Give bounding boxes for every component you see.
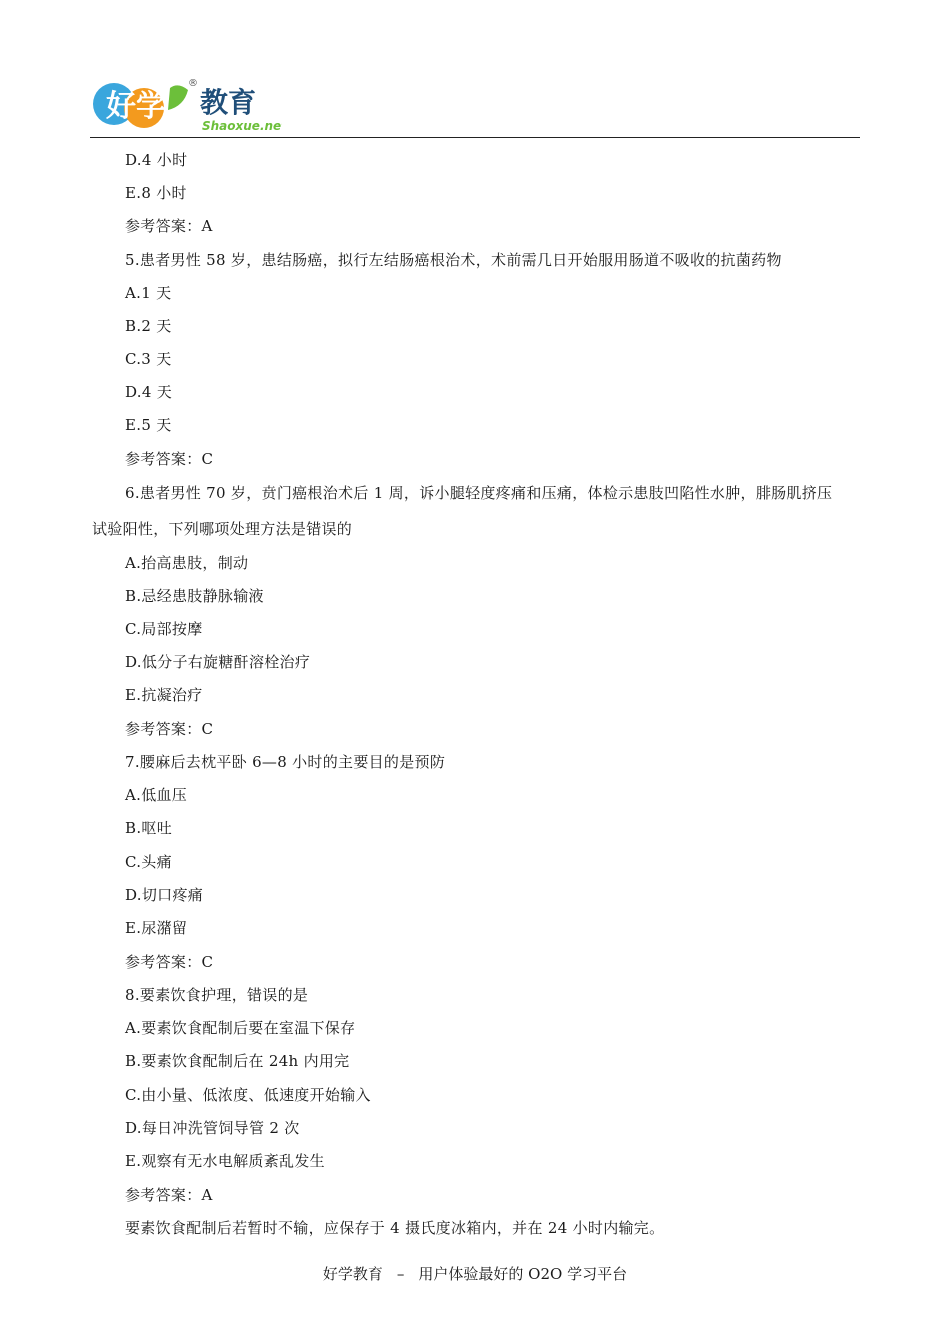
logo-registered-mark: ® bbox=[188, 78, 198, 89]
option-line: B.要素饮食配制后在 24h 内用完 bbox=[125, 1052, 350, 1070]
footer-brand: 好学教育 bbox=[322, 1265, 383, 1283]
option-line: B.2 天 bbox=[125, 317, 172, 335]
page-header bbox=[90, 60, 860, 138]
answer-line: 参考答案：C bbox=[125, 450, 214, 468]
logo-brand-text-2: 教育 bbox=[200, 86, 257, 119]
question-line: 7.腰麻后去枕平卧 6—8 小时的主要目的是预防 bbox=[125, 753, 446, 771]
explanation-line: 要素饮食配制后若暂时不输，应保存于 4 摄氏度冰箱内，并在 24 小时内输完。 bbox=[125, 1219, 665, 1237]
answer-line: 参考答案：C bbox=[125, 720, 214, 738]
option-line: A.要素饮食配制后要在室温下保存 bbox=[125, 1019, 356, 1037]
answer-line: 参考答案：C bbox=[125, 953, 214, 971]
brand-logo-graphic bbox=[92, 70, 282, 136]
option-line: D.低分子右旋糖酐溶栓治疗 bbox=[125, 653, 311, 671]
brand-logo bbox=[92, 70, 282, 136]
answer-line: 参考答案：A bbox=[125, 1186, 213, 1204]
option-line: D.4 天 bbox=[125, 383, 173, 401]
footer-tagline: 用户体验最好的 O2O 学习平台 bbox=[418, 1265, 628, 1283]
question-line: 6.患者男性 70 岁，贲门癌根治术后 1 周，诉小腿轻度疼痛和压痛，体检示患肢凹陷性水肿，腓肠肌挤压 bbox=[125, 484, 833, 502]
option-line: A.1 天 bbox=[125, 284, 172, 302]
question-line: 5.患者男性 58 岁，患结肠癌，拟行左结肠癌根治术，术前需几日开始服用肠道不吸收的抗菌药物 bbox=[125, 251, 782, 269]
logo-domain-text: Shaoxue.net bbox=[202, 119, 282, 133]
option-line: B.呕吐 bbox=[125, 819, 172, 837]
option-line: E.观察有无水电解质紊乱发生 bbox=[125, 1152, 325, 1170]
option-line: E.8 小时 bbox=[125, 184, 187, 202]
option-line: C.由小量、低浓度、低速度开始输入 bbox=[125, 1086, 371, 1104]
option-line: E.5 天 bbox=[125, 416, 172, 434]
option-line: A.低血压 bbox=[125, 786, 188, 804]
option-line: A.抬高患肢，制动 bbox=[125, 554, 249, 572]
option-line: C.3 天 bbox=[125, 350, 172, 368]
footer-separator: – bbox=[396, 1265, 405, 1283]
option-line: B.忌经患肢静脉输液 bbox=[125, 587, 264, 605]
option-line: D.每日冲洗管饲导管 2 次 bbox=[125, 1119, 300, 1137]
header-divider bbox=[90, 137, 860, 138]
logo-brand-text: 好学 bbox=[106, 89, 166, 124]
answer-line: 参考答案：A bbox=[125, 217, 213, 235]
question-line: 8.要素饮食护理，错误的是 bbox=[125, 986, 309, 1004]
option-line: E.抗凝治疗 bbox=[125, 686, 203, 704]
option-line: E.尿潴留 bbox=[125, 919, 188, 937]
question-line-continued: 试验阳性，下列哪项处理方法是错误的 bbox=[92, 520, 353, 538]
option-line: C.局部按摩 bbox=[125, 620, 203, 638]
option-line: D.4 小时 bbox=[125, 151, 188, 169]
page-footer bbox=[0, 1264, 950, 1284]
option-line: D.切口疼痛 bbox=[125, 886, 204, 904]
option-line: C.头痛 bbox=[125, 853, 172, 871]
